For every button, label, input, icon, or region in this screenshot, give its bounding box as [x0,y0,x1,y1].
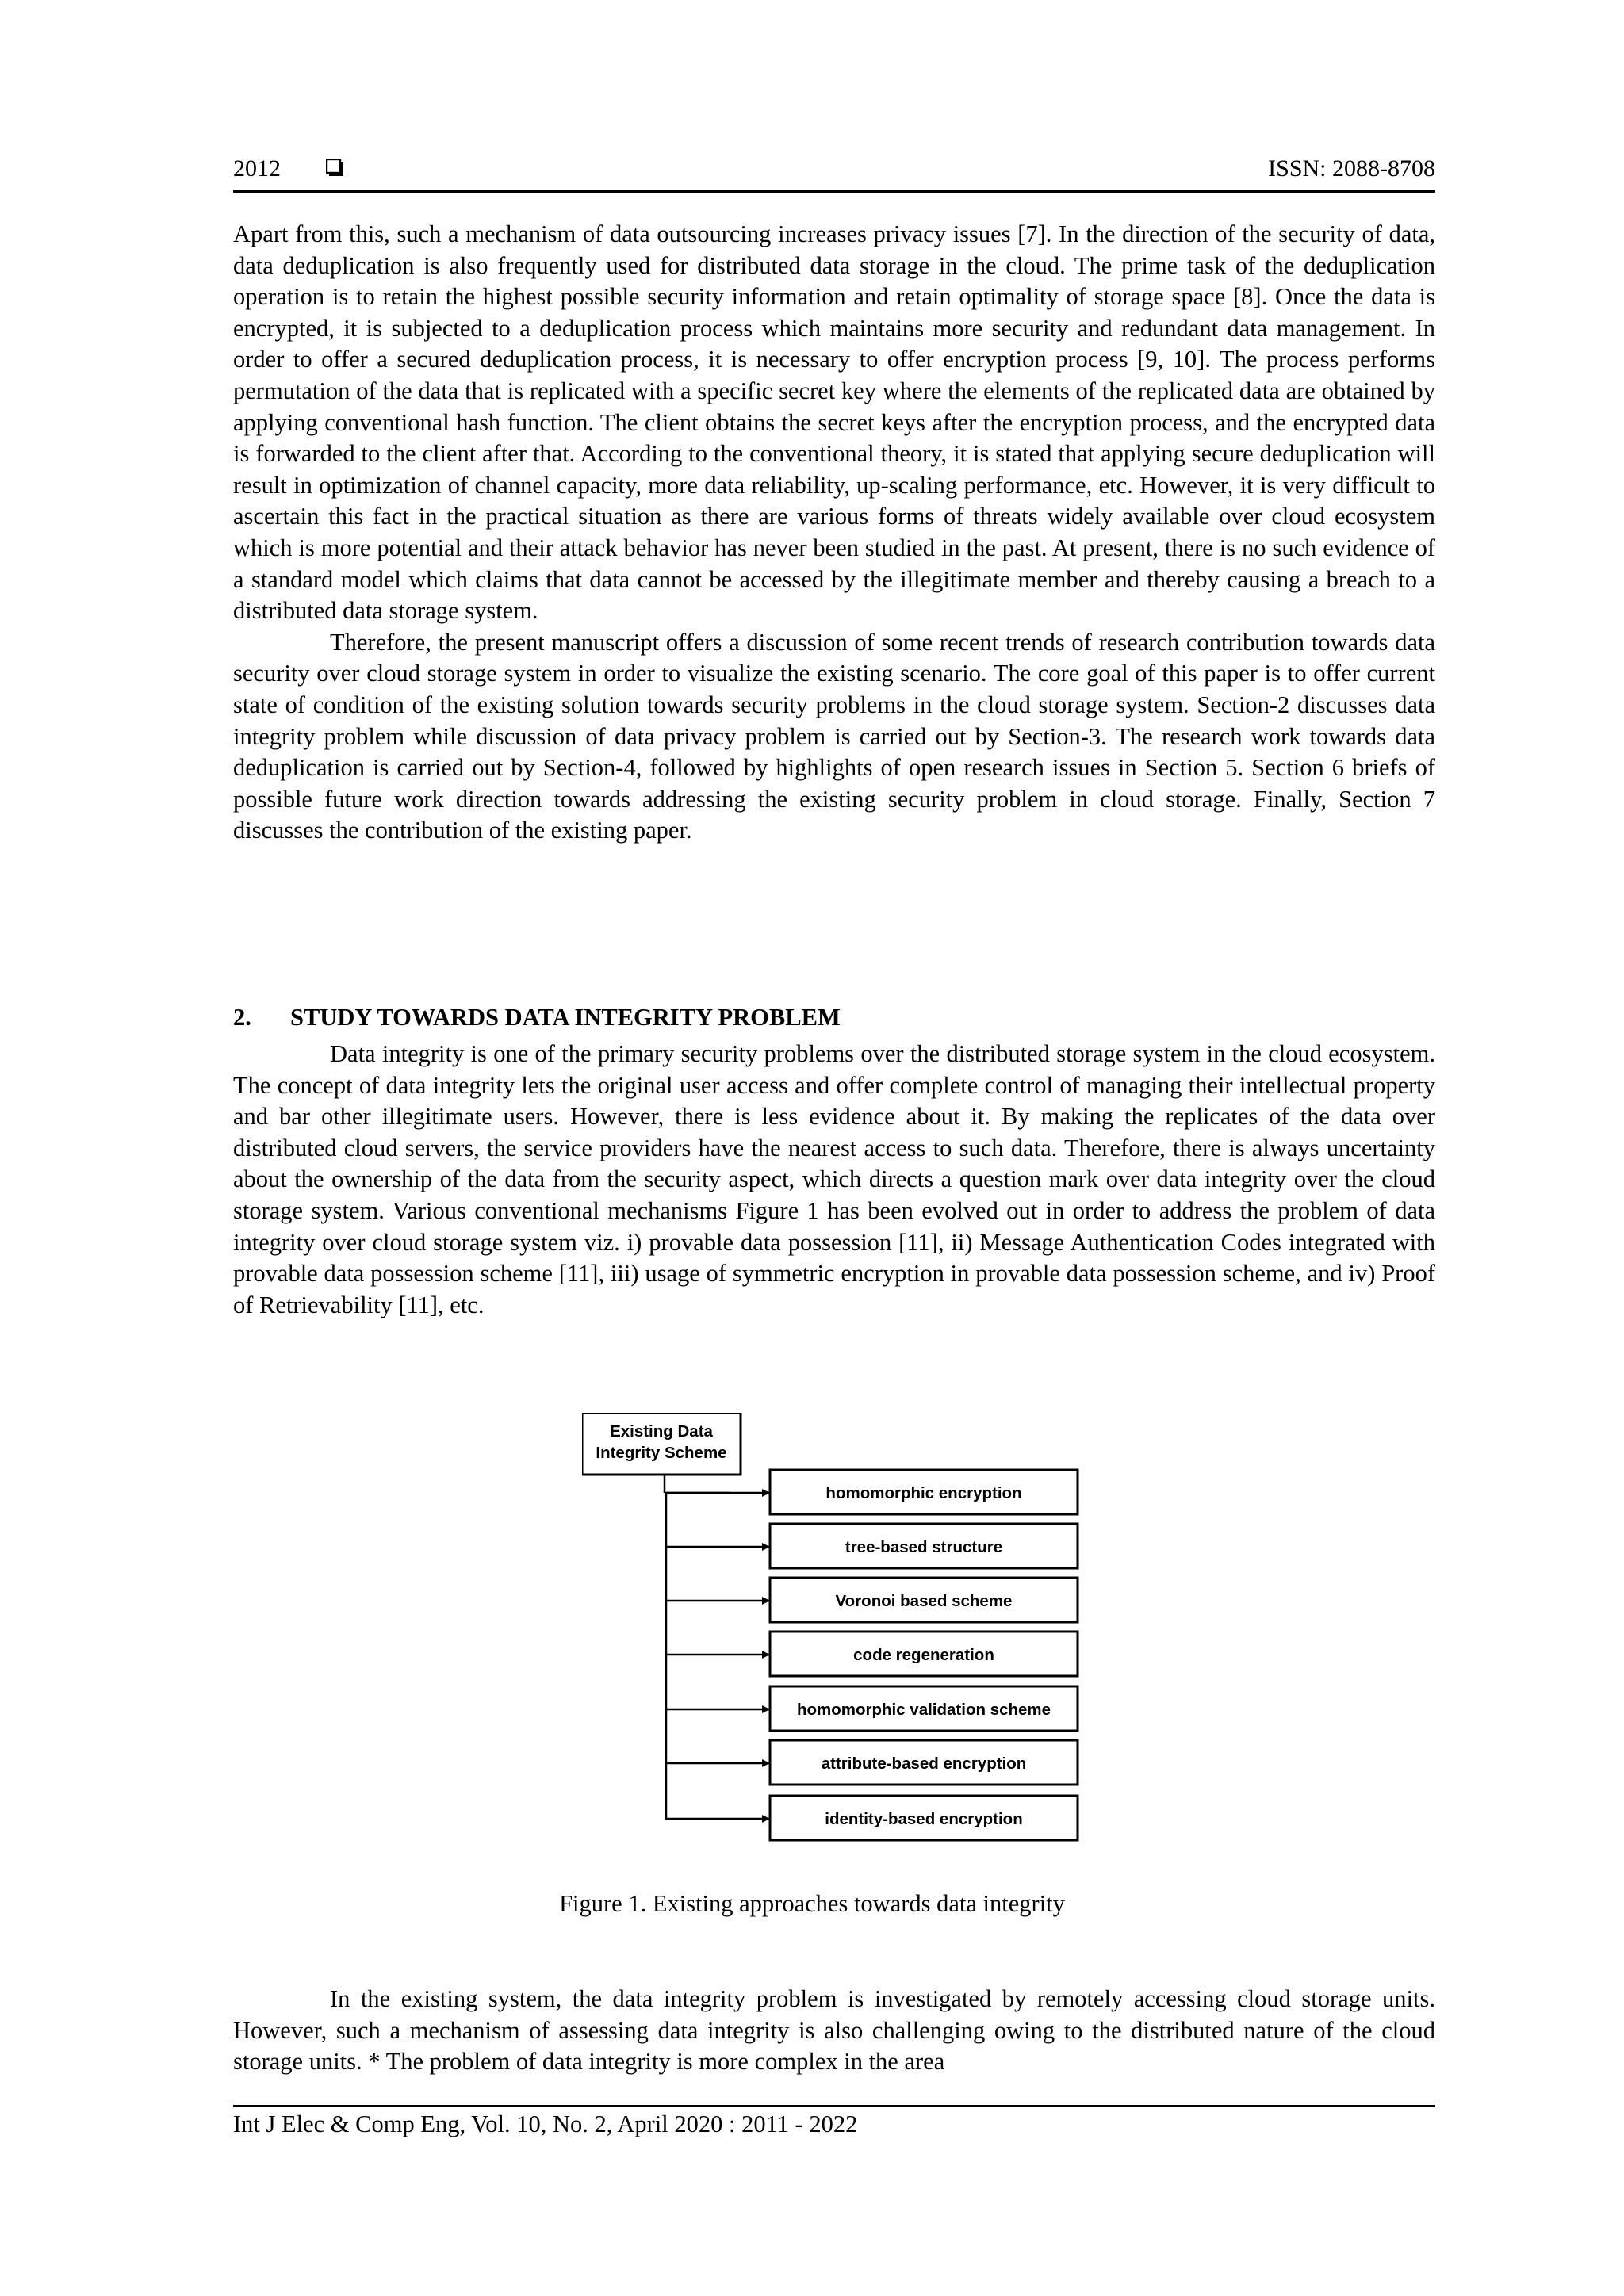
figure-diagram [582,1413,1090,1857]
paragraph: Apart from this, such a mechanism of data outsourcing increases privacy issues [7]. In the direction of the security of data, data deduplication is also frequently used for distributed data storage in the cloud. The prime task of the deduplication operation is to retain the highest possible security information and retain optimality of storage space [8]. Once the data is encrypted, it is subjected to a deduplication process which maintains more security and redundant data management. In order to offer a secured deduplication process, it is necessary to offer encryption process [9, 10]. The process performs permutation of the data that is replicated with a specific secret key where the elements of the replicated data are obtained by applying conventional hash function. The client obtains the secret keys after the encryption process, and the encrypted data is forwarded to the client after that. According to the conventional theory, it is stated that applying secure deduplication will result in optimization of channel capacity, more data reliability, up-scaling performance, etc. However, it is very difficult to ascertain this fact in the practical situation as there are various forms of threats widely available over cloud ecosystem which is more potential and their attack behavior has never been studied in the past. At present, there is no such evidence of a standard model which claims that data cannot be accessed by the illegitimate member and thereby causing a breach to a distributed data storage system. [233,220,1435,625]
paragraph: Therefore, the present manuscript offers a discussion of some recent trends of research contribution towards data security over cloud storage system in order to visualize the existing scenario. The core goal of this paper is to offer current state of condition of the existing solution towards security problems in the cloud storage system. Section-2 discusses data integrity problem while discussion of data privacy problem is carried out by Section-3. The research work towards data deduplication is carried out by Section-4, followed by highlights of open research issues in Section 5. Section 6 briefs of possible future work direction towards addressing the existing security problem in cloud storage. Finally, Section 7 discusses the contribution of the existing paper. [233,628,1435,844]
section-number: 2. [233,1004,251,1031]
branch-item [666,1632,1078,1676]
page-number: 2012 [233,155,281,182]
branch-label: homomorphic encryption [825,1484,1022,1502]
branch-label: attribute-based encryption [821,1755,1027,1773]
branch-item [666,1470,1078,1514]
branch-item [666,1578,1078,1622]
paragraph: Data integrity is one of the primary security problems over the distributed storage system in the cloud ecosystem. The concept of data integrity lets the original user access and offer complete control of managing their intellectual property and bar other illegitimate users. However, there is less evidence about it. By making the replicates of the data over distributed cloud servers, the service providers have the nearest access to such data. Therefore, there is always uncertainty about the ownership of the data from the security aspect, which directs a question mark over data integrity over the cloud storage system. Various conventional mechanisms Figure 1 has been evolved out in order to address the problem of data integrity over cloud storage system viz. i) provable data possession [11], ii) Message Authentication Codes integrated with provable data possession scheme [11], iii) usage of symmetric encryption in provable data possession scheme, and iv) Proof of Retrievability [11], etc. [233,1040,1435,1318]
root-node-line1: Existing Data [610,1422,713,1441]
section-title: STUDY TOWARDS DATA INTEGRITY PROBLEM [290,1004,841,1031]
branch-label: homomorphic validation scheme [796,1701,1051,1719]
root-node-line2: Integrity Scheme [596,1444,727,1462]
checkbox-square-icon [326,159,345,178]
closing-text [233,1984,1435,2078]
page-header [233,151,1435,192]
root-node [582,1413,741,1475]
figure-caption: Figure 1. Existing approaches towards data integrity [559,1890,1065,1917]
header-divider [233,190,1435,193]
branch-item [666,1686,1078,1731]
branch-item [666,1796,1078,1840]
section-heading [233,1004,841,1031]
connector-lines [665,1475,730,1820]
branch-label: Voronoi based scheme [835,1592,1013,1610]
issn-label: ISSN: 2088-8708 [1268,155,1435,182]
footer-divider [233,2105,1435,2107]
section2-text [233,1039,1435,1321]
branch-item [666,1524,1078,1568]
branch-label: code regeneration [853,1646,994,1664]
footer-citation: Int J Elec & Comp Eng, Vol. 10, No. 2, April 2020 : 2011 - 2022 [233,2110,858,2137]
branch-label: identity-based encryption [825,1810,1023,1828]
branch-item [666,1740,1078,1785]
paragraph: In the existing system, the data integrity problem is investigated by remotely accessing cloud storage units. However, such a mechanism of assessing data integrity is also challenging owing to the distributed nature of the cloud storage units. * The problem of data integrity is more complex in the area [233,1985,1435,2076]
branch-label: tree-based structure [845,1538,1003,1556]
intro-text [233,219,1435,847]
